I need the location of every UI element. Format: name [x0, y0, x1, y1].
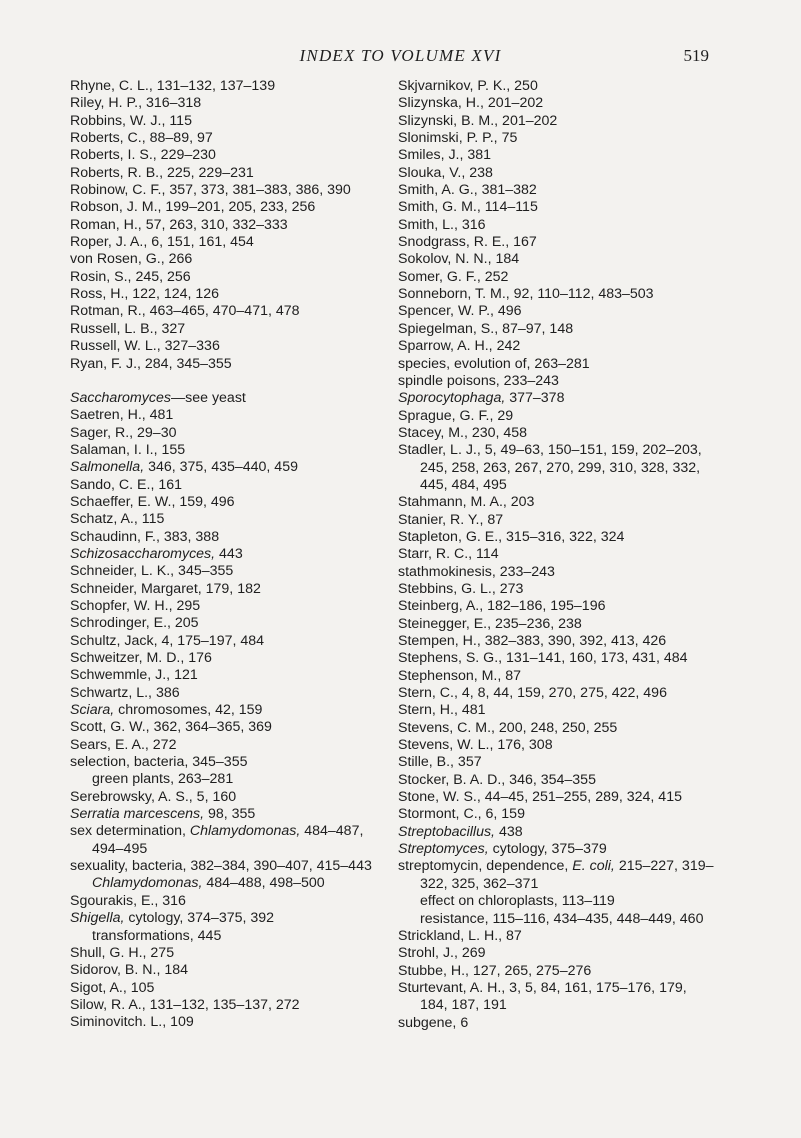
index-entry [398, 980, 718, 1015]
entry-text: 484–488, 498–500 [202, 875, 325, 892]
entry-text: Slonimski, P. P., 75 [398, 130, 518, 147]
index-entry [70, 95, 385, 112]
index-entry [398, 598, 718, 615]
entry-italic-text: Streptomyces, [398, 841, 489, 858]
entry-text: Smith, A. G., 381–382 [398, 182, 537, 199]
index-entry [398, 95, 718, 112]
entry-text: Sigot, A., 105 [70, 979, 155, 996]
index-entry [70, 945, 385, 962]
entry-text: Sprague, G. F., 29 [398, 407, 514, 424]
index-entry [70, 823, 385, 858]
entry-italic-text: Chlamydomonas, [92, 875, 203, 892]
entry-text: Sidorov, B. N., 184 [70, 962, 189, 979]
index-entry [398, 321, 718, 338]
entry-text: Shull, G. H., 275 [70, 944, 175, 961]
index-entry [398, 650, 718, 667]
entry-text: Roper, J. A., 6, 151, 161, 454 [70, 234, 254, 251]
entry-italic-text: Saccharomyces [70, 389, 171, 406]
page-number: 519 [683, 46, 709, 65]
index-entry [70, 598, 385, 615]
entry-text: chromosomes, 42, 159 [114, 702, 263, 719]
entry-text: Stacey, M., 230, 458 [398, 424, 528, 441]
entry-text: Strickland, L. H., 87 [398, 927, 522, 944]
index-entry [70, 893, 385, 910]
entry-text: Sonneborn, T. M., 92, 110–112, 483–503 [398, 286, 654, 303]
index-subentry [70, 928, 385, 945]
entry-text: von Rosen, G., 266 [70, 251, 193, 268]
index-entry [70, 165, 385, 182]
entry-text: Ross, H., 122, 124, 126 [70, 286, 220, 303]
entry-text: Sager, R., 29–30 [70, 424, 177, 441]
index-entry [70, 199, 385, 216]
index-entry [398, 633, 718, 650]
index-entry [70, 1014, 385, 1031]
entry-text: Smith, L., 316 [398, 216, 486, 233]
entry-text: streptomycin, dependence, [398, 858, 573, 875]
entry-text: Schopfer, W. H., 295 [70, 597, 201, 614]
index-entry [70, 754, 385, 771]
index-entry [70, 962, 385, 979]
index-entry [70, 737, 385, 754]
entry-text: Rotman, R., 463–465, 470–471, 478 [70, 303, 300, 320]
index-entry [70, 182, 385, 199]
entry-text: Sokolov, N. N., 184 [398, 251, 520, 268]
entry-text: Stubbe, H., 127, 265, 275–276 [398, 962, 592, 979]
index-entry [398, 668, 718, 685]
entry-text: Schaudinn, F., 383, 388 [70, 528, 220, 545]
entry-text: Somer, G. F., 252 [398, 268, 509, 285]
index-entry [398, 841, 718, 858]
index-entry [398, 356, 718, 373]
entry-italic-text: Salmonella, [70, 459, 145, 476]
index-entry [70, 217, 385, 234]
index-entry [70, 997, 385, 1014]
entry-italic-text: Serratia marcescens, [70, 806, 205, 823]
index-entry [70, 529, 385, 546]
index-entry [70, 858, 385, 875]
entry-text: Stadler, L. J., 5, 49–63, 150–151, 159, 202–203, 245, 258, 263, 267, 270, 299, 310, 328, 332, 445, 484, 495 [398, 442, 702, 493]
entry-text: Roberts, C., 88–89, 97 [70, 130, 213, 147]
entry-text: Sturtevant, A. H., 3, 5, 84, 161, 175–176, 179, 184, 187, 191 [398, 979, 687, 1014]
index-entry [70, 563, 385, 580]
entry-text: Starr, R. C., 114 [398, 546, 499, 563]
index-entry [398, 113, 718, 130]
index-entry [398, 408, 718, 425]
index-entry [398, 130, 718, 147]
entry-text: subgene, 6 [398, 1014, 469, 1031]
index-entry [398, 373, 718, 390]
entry-text: Sparrow, A. H., 242 [398, 338, 521, 355]
index-subentry [70, 875, 385, 892]
entry-text: 443 [215, 545, 243, 562]
entry-text: stathmokinesis, 233–243 [398, 563, 555, 580]
entry-text: Schaeffer, E. W., 159, 496 [70, 493, 235, 510]
entry-text: Schwemmle, J., 121 [70, 667, 198, 684]
index-entry [70, 425, 385, 442]
entry-text: Stille, B., 357 [398, 754, 482, 771]
index-entry [70, 910, 385, 927]
entry-italic-text: Sporocytophaga, [398, 390, 506, 407]
entry-text: sexuality, bacteria, 382–384, 390–407, 415–443 [70, 858, 372, 875]
index-entry [398, 182, 718, 199]
entry-text: Stebbins, G. L., 273 [398, 580, 524, 597]
entry-text: 484–487, 494–495 [92, 823, 364, 857]
index-entry [70, 650, 385, 667]
entry-text: Schrodinger, E., 205 [70, 615, 199, 632]
index-entry [70, 667, 385, 684]
entry-italic-text: Chlamydomonas, [189, 823, 301, 840]
entry-text: Smiles, J., 381 [398, 147, 492, 164]
entry-text: 438 [495, 823, 523, 840]
entry-text: green plants, 263–281 [92, 771, 234, 788]
index-entry [70, 338, 385, 355]
entry-text: 346, 375, 435–440, 459 [144, 459, 298, 476]
entry-text: 98, 355 [204, 806, 256, 823]
index-entry [398, 772, 718, 789]
index-entry [70, 685, 385, 702]
entry-italic-text: Schizosaccharomyces, [70, 545, 216, 562]
index-entry [70, 407, 385, 424]
entry-text: Stone, W. S., 44–45, 251–255, 289, 324, 415 [398, 789, 682, 806]
entry-text: Sando, C. E., 161 [70, 476, 182, 493]
entry-italic-text: E. coli, [572, 858, 615, 875]
index-entry [70, 806, 385, 823]
entry-text: sex determination, [70, 823, 190, 840]
entry-text: spindle poisons, 233–243 [398, 372, 559, 389]
entry-text: 215–227, 319–322, 325, 362–371 [420, 858, 714, 892]
entry-text: Schatz, A., 115 [70, 511, 165, 528]
index-entry [398, 789, 718, 806]
entry-italic-text: Sciara, [70, 702, 115, 719]
entry-text: resistance, 115–116, 434–435, 448–449, 460 [420, 910, 704, 927]
index-subentry [398, 893, 718, 910]
index-entry [70, 459, 385, 476]
entry-text: Stern, H., 481 [398, 702, 486, 719]
entry-text: Russell, L. B., 327 [70, 320, 186, 337]
index-entry [398, 165, 718, 182]
entry-text: Steinberg, A., 182–186, 195–196 [398, 598, 606, 615]
entry-text: Stapleton, G. E., 315–316, 322, 324 [398, 528, 625, 545]
entry-text: Schneider, Margaret, 179, 182 [70, 580, 261, 597]
index-subentry [398, 911, 718, 928]
entry-text: Slizynska, H., 201–202 [398, 95, 544, 112]
index-entry [398, 217, 718, 234]
entry-text: Stevens, C. M., 200, 248, 250, 255 [398, 719, 618, 736]
entry-text: Roberts, I. S., 229–230 [70, 147, 216, 164]
index-entry [70, 615, 385, 632]
index-entry [398, 737, 718, 754]
index-entry [70, 477, 385, 494]
index-entry [398, 720, 718, 737]
index-entry [398, 286, 718, 303]
entry-text: Siminovitch. L., 109 [70, 1014, 194, 1031]
index-subentry [70, 771, 385, 788]
entry-text: Schultz, Jack, 4, 175–197, 484 [70, 632, 265, 649]
index-entry [398, 234, 718, 251]
entry-text: Robson, J. M., 199–201, 205, 233, 256 [70, 199, 316, 216]
entry-italic-text: Streptobacillus, [398, 823, 495, 840]
index-entry [70, 789, 385, 806]
index-entry [398, 963, 718, 980]
index-entry [70, 546, 385, 563]
entry-text: Spencer, W. P., 496 [398, 303, 522, 320]
entry-text: Scott, G. W., 362, 364–365, 369 [70, 719, 272, 736]
index-entry [398, 945, 718, 962]
entry-text: Slouka, V., 238 [398, 164, 493, 181]
entry-text: Riley, H. P., 316–318 [70, 95, 202, 112]
index-entry [398, 1015, 718, 1032]
entry-text: Skjvarnikov, P. K., 250 [398, 78, 538, 94]
index-column-left [70, 78, 385, 1032]
entry-text: —see yeast [170, 389, 246, 406]
entry-text: Ryan, F. J., 284, 345–355 [70, 355, 232, 372]
entry-text: species, evolution of, 263–281 [398, 355, 590, 372]
entry-text: Smith, G. M., 114–115 [398, 199, 538, 216]
index-entry [398, 390, 718, 407]
entry-text: selection, bacteria, 345–355 [70, 754, 248, 771]
entry-text: Spiegelman, S., 87–97, 148 [398, 320, 574, 337]
entry-text: Stern, C., 4, 8, 44, 159, 270, 275, 422, 496 [398, 685, 667, 702]
page-header [0, 46, 801, 70]
entry-text: Stephenson, M., 87 [398, 667, 522, 684]
index-entry [398, 494, 718, 511]
index-entry [398, 546, 718, 563]
entry-text: cytology, 374–375, 392 [124, 910, 275, 927]
entry-text: Salaman, I. I., 155 [70, 441, 186, 458]
index-entry [398, 512, 718, 529]
entry-text: Silow, R. A., 131–132, 135–137, 272 [70, 996, 300, 1013]
index-entry [398, 685, 718, 702]
index-entry [70, 147, 385, 164]
entry-text: Rosin, S., 245, 256 [70, 268, 191, 285]
index-entry [398, 269, 718, 286]
entry-text: Robbins, W. J., 115 [70, 112, 192, 129]
entry-text: Stanier, R. Y., 87 [398, 511, 504, 528]
index-entry [70, 719, 385, 736]
index-entry [70, 390, 385, 407]
index-entry [70, 130, 385, 147]
index-entry [70, 702, 385, 719]
entry-text: Robinow, C. F., 357, 373, 381–383, 386, 390 [70, 182, 351, 199]
entry-text: Rhyne, C. L., 131–132, 137–139 [70, 78, 276, 94]
index-column-right [398, 78, 718, 1032]
entry-text: cytology, 375–379 [488, 841, 607, 858]
entry-text: Stormont, C., 6, 159 [398, 806, 525, 823]
entry-text: Schweitzer, M. D., 176 [70, 650, 212, 666]
index-entry [70, 269, 385, 286]
entry-text: Sears, E. A., 272 [70, 736, 177, 753]
index-entry [70, 511, 385, 528]
entry-text: Strohl, J., 269 [398, 945, 486, 962]
index-entry [398, 928, 718, 945]
index-entry [398, 702, 718, 719]
index-entry [70, 442, 385, 459]
entry-text: Roman, H., 57, 263, 310, 332–333 [70, 216, 288, 233]
index-entry [398, 616, 718, 633]
index-entry [70, 356, 385, 373]
entry-text: Stocker, B. A. D., 346, 354–355 [398, 771, 596, 788]
entry-text: Schneider, L. K., 345–355 [70, 563, 234, 580]
index-entry [398, 581, 718, 598]
entry-text: Stevens, W. L., 176, 308 [398, 737, 553, 754]
index-entry [398, 338, 718, 355]
index-entry [70, 303, 385, 320]
entry-text: Roberts, R. B., 225, 229–231 [70, 164, 254, 181]
index-entry [70, 78, 385, 95]
index-entry [398, 529, 718, 546]
index-entry [398, 824, 718, 841]
index-entry [70, 633, 385, 650]
index-entry [70, 234, 385, 251]
entry-text: effect on chloroplasts, 113–119 [420, 893, 615, 910]
index-entry [398, 806, 718, 823]
index-entry [398, 564, 718, 581]
entry-text: Russell, W. L., 327–336 [70, 338, 220, 355]
entry-text: Snodgrass, R. E., 167 [398, 234, 537, 251]
index-entry [398, 754, 718, 771]
index-entry [70, 251, 385, 268]
entry-text: Serebrowsky, A. S., 5, 160 [70, 788, 237, 805]
index-entry [70, 321, 385, 338]
index-entry [398, 303, 718, 320]
running-title: INDEX TO VOLUME XVI [299, 46, 502, 65]
index-entry [398, 251, 718, 268]
entry-text: Steinegger, E., 235–236, 238 [398, 615, 582, 632]
entry-text: Slizynski, B. M., 201–202 [398, 112, 558, 129]
index-entry [70, 980, 385, 997]
index-entry [398, 199, 718, 216]
entry-text: Stephens, S. G., 131–141, 160, 173, 431, 484 [398, 650, 688, 667]
entry-text: Stahmann, M. A., 203 [398, 494, 535, 511]
entry-text: 377–378 [505, 390, 565, 407]
entry-text: Sgourakis, E., 316 [70, 892, 186, 909]
entry-text: Stempen, H., 382–383, 390, 392, 413, 426 [398, 633, 667, 649]
entry-text: Saetren, H., 481 [70, 407, 174, 424]
index-entry [398, 147, 718, 164]
index-entry [70, 581, 385, 598]
entry-text: transformations, 445 [92, 927, 222, 944]
index-entry [398, 425, 718, 442]
index-entry [70, 286, 385, 303]
entry-text: Schwartz, L., 386 [70, 684, 180, 701]
index-entry [398, 858, 718, 893]
index-entry [70, 494, 385, 511]
index-entry [70, 113, 385, 130]
entry-italic-text: Shigella, [70, 910, 125, 927]
index-entry [398, 78, 718, 95]
index-entry [398, 442, 718, 494]
